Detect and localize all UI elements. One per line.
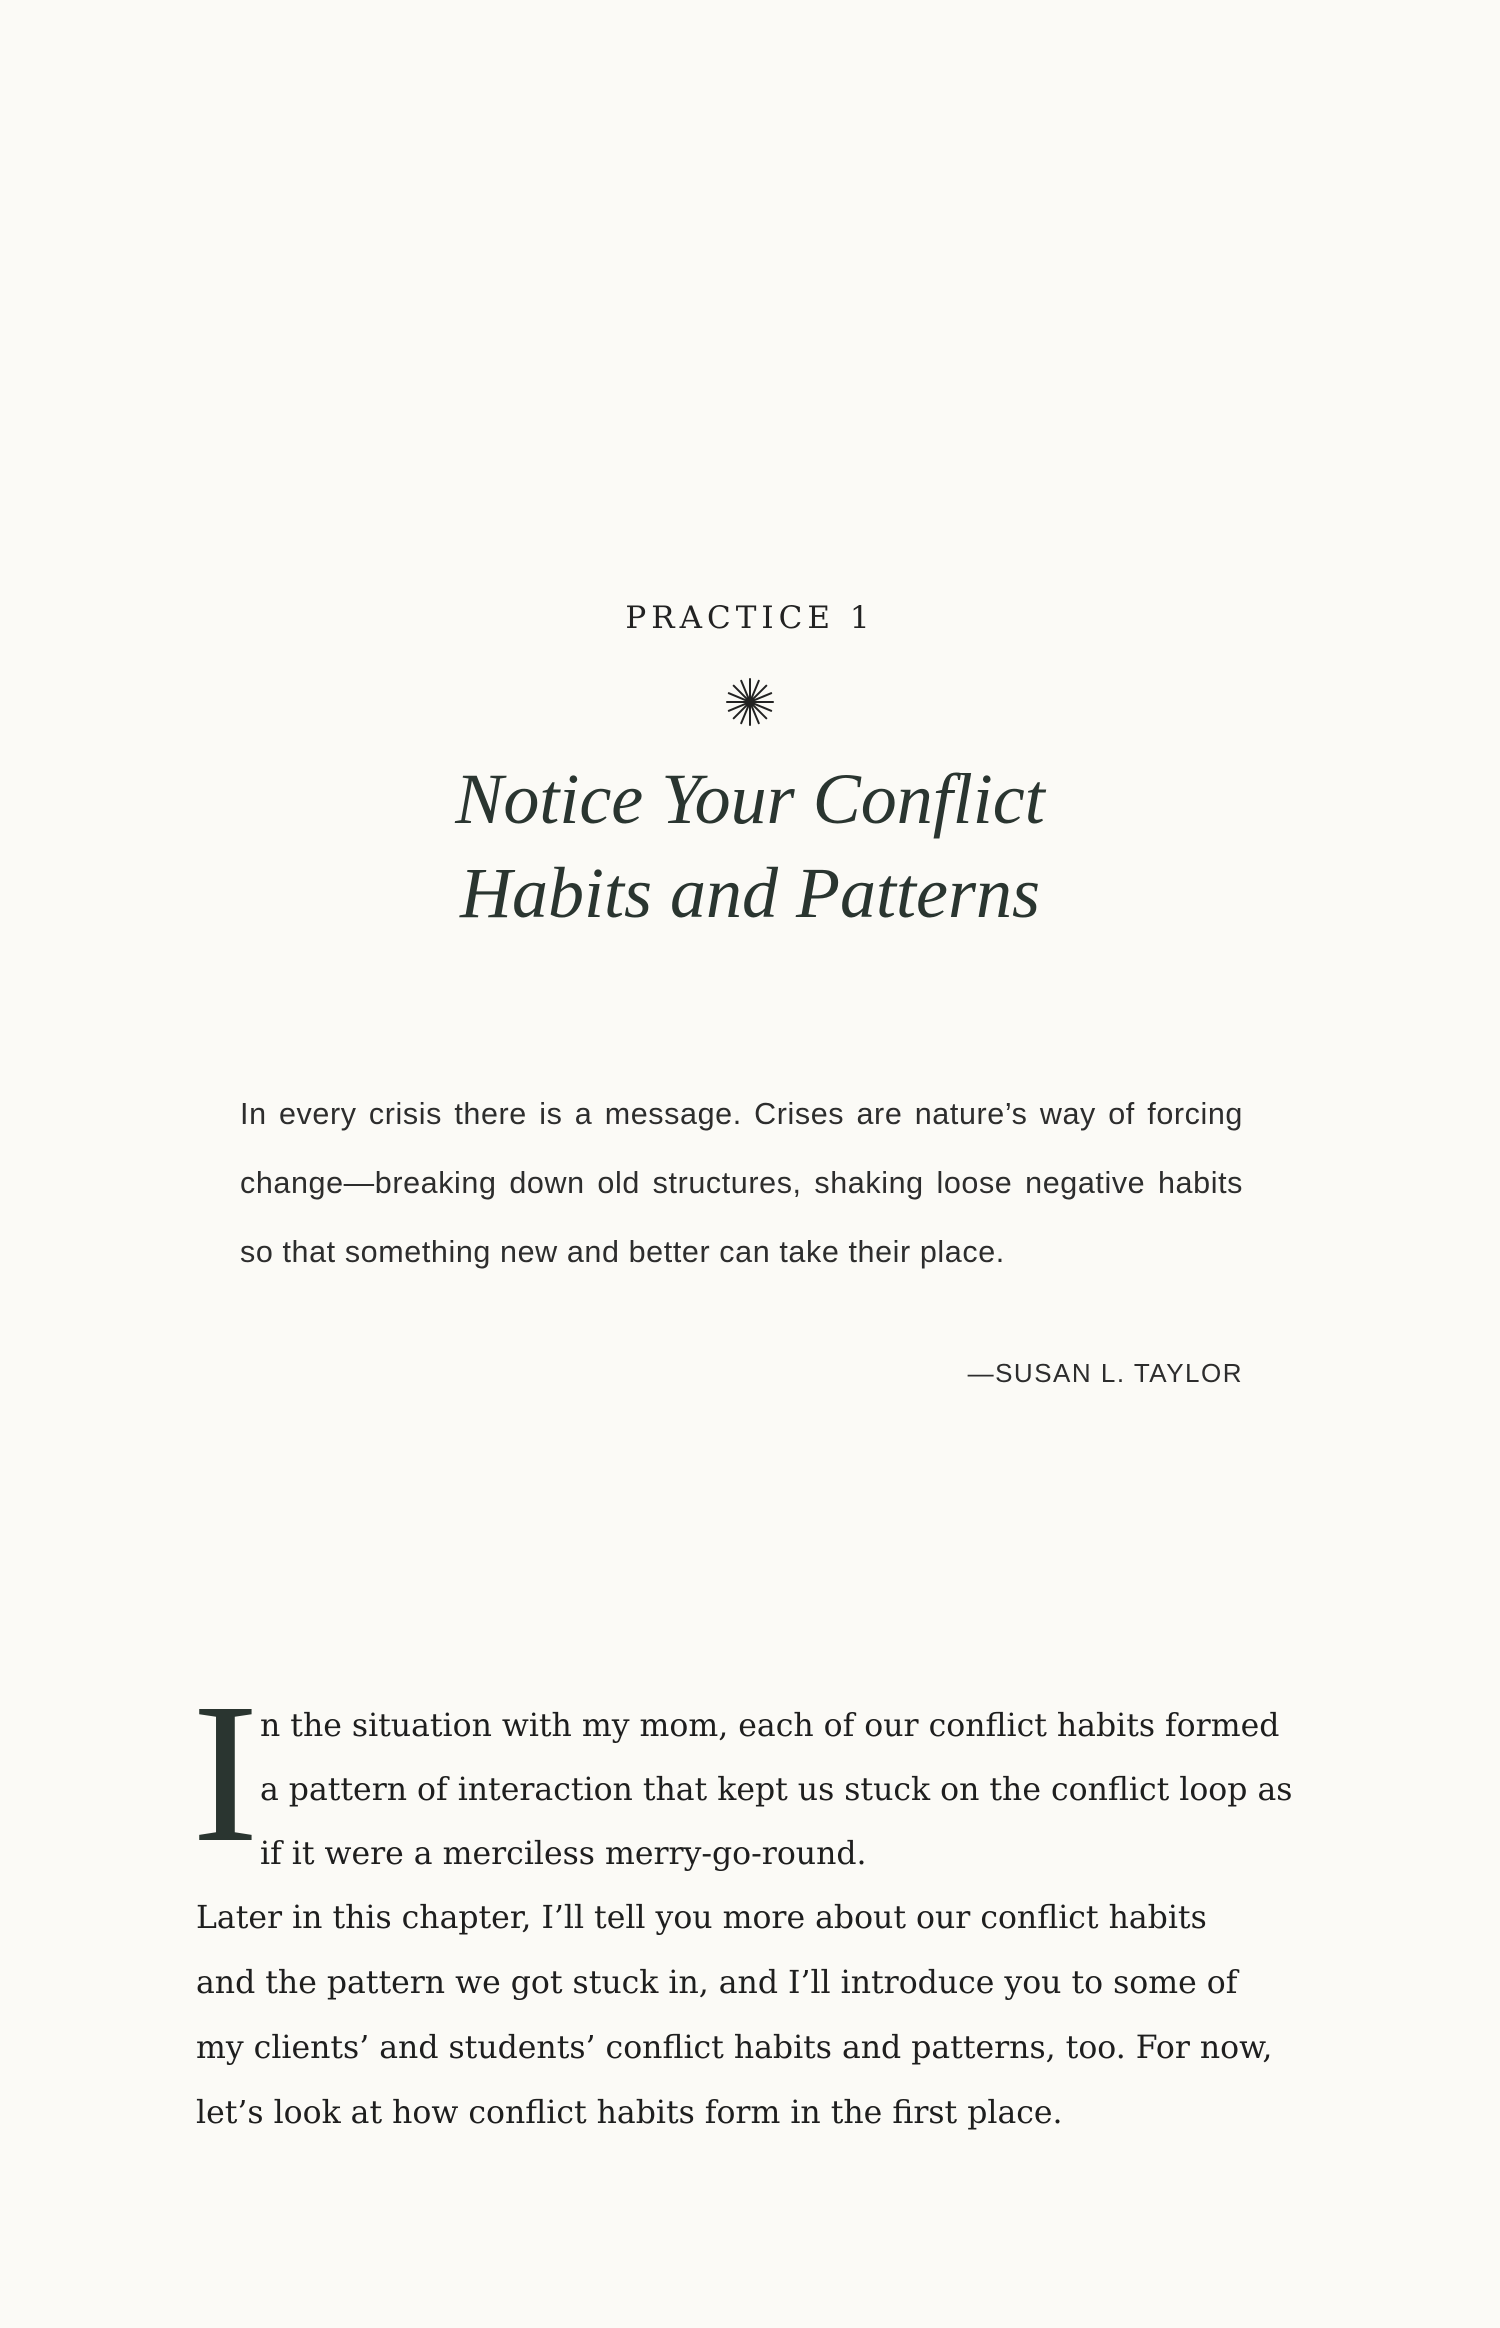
chapter-title-line-2: Habits and Patterns xyxy=(459,853,1040,933)
opening-paragraph-line: n the situation with my mom, each of our conflict habits formed xyxy=(260,1708,1280,1744)
opening-paragraph xyxy=(260,1694,1293,1886)
second-paragraph-line: and the pattern we got stuck in, and I’ll introduce you to some of xyxy=(196,1965,1238,2001)
opening-paragraph-line: a pattern of interaction that kept us stuck on the conflict loop as xyxy=(260,1772,1293,1808)
epigraph-attribution: —SUSAN L. TAYLOR xyxy=(967,1358,1243,1388)
drop-cap-letter: I xyxy=(192,1663,259,1884)
second-paragraph-line: my clients’ and students’ conflict habits and patterns, too. For now, xyxy=(196,2030,1273,2066)
second-paragraph xyxy=(196,1886,1288,2146)
chapter-title-line-1: Notice Your Conflict xyxy=(455,759,1045,839)
chapter-title xyxy=(0,752,1500,940)
practice-label: PRACTICE 1 xyxy=(625,600,875,636)
second-paragraph-line: let’s look at how conflict habits form in the first place. xyxy=(196,2095,1063,2131)
opening-paragraph-line: if it were a merciless merry-go-round. xyxy=(260,1836,867,1872)
epigraph-quote: In every crisis there is a message. Crises are nature’s way of forcing change—breaking down old structures, shaking loose negative habits so that something new and better can take their place. xyxy=(240,1097,1243,1269)
second-paragraph-line: Later in this chapter, I’ll tell you more about our conflict habits xyxy=(196,1900,1207,1936)
starburst-ornament-icon xyxy=(724,676,776,728)
